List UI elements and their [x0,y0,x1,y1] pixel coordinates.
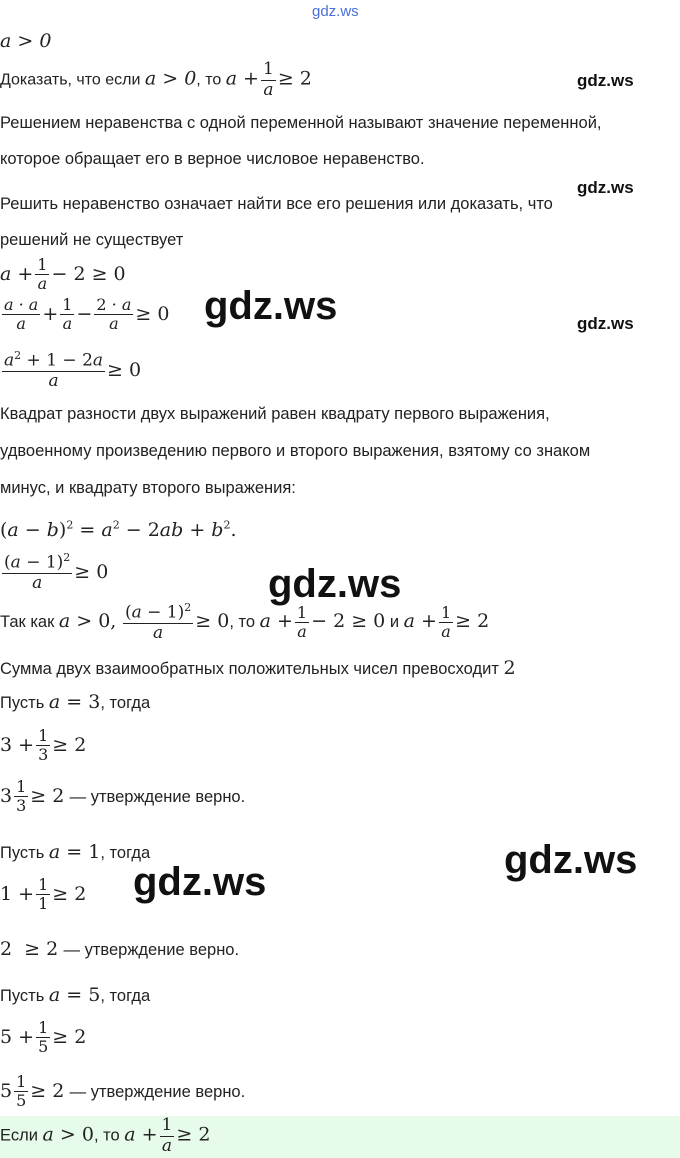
inequality-step-2: $\frac{a \cdot a}{a}$ + $\frac{1}{a}$ − $\frac{2 \cdot a}{a}$ ≥ 0 [4,295,170,334]
watermark-big-4: gdz.ws [133,860,267,904]
example-3-check: 5 + $\frac{1}{5}$ ≥ 2 [0,1018,87,1057]
rule-line-1: Квадрат разности двух выражений равен квадрату первого выражения, [0,405,550,423]
given-condition: a > 0 [0,30,52,52]
example-2-check: 1 + $\frac{1}{1}$ ≥ 2 [0,875,87,914]
sum-statement [0,657,516,679]
prove-prefix: Доказать, что если [0,71,141,89]
watermark-small-2: gdz.ws [577,178,634,197]
watermark-big-1: gdz.ws [204,284,338,328]
since-prefix: Так как [0,613,55,632]
example-1-result: 3 $\frac{1}{3}$ ≥ 2 — утверждение верно. [0,777,246,816]
rule-line-3: минус, и квадрату второго выражения: [0,479,296,497]
example-2-result: 2 ≥ 2 — утверждение верно. [0,938,240,960]
watermark-top: gdz.ws [312,3,359,20]
watermark-big-3: gdz.ws [504,838,638,882]
example-1-intro: Пусть a = 3, тогда [0,691,151,713]
watermark-big-2: gdz.ws [268,562,402,606]
since-statement: Так как a > 0, $\frac{(a - 1)^2}{a}$ ≥ 0, то a + $\frac{1}{a}$ − 2 ≥ 0 и a + $\frac{1}{a}$ ≥ 2 [0,601,490,644]
conclusion-statement: Если a > 0, то a + $\frac{1}{a}$ ≥ 2 [0,1115,211,1156]
since-to: , то [229,613,256,632]
example-3-intro: Пусть a = 5, тогда [0,984,151,1006]
conclusion-prefix: Если [0,1126,38,1145]
definition-2-line-1: Решить неравенство означает найти все его решения или доказать, что [0,195,553,213]
definition-1-line-2: которое обращает его в верное числовое неравенство. [0,150,425,168]
sum-value: 2 [503,657,516,679]
conclusion-then: , то [93,1126,120,1145]
square-formula: $(a - b)^2 = a^2 - 2ab + b^2$. [0,519,237,542]
inequality-step-1: a + $\frac{1}{a}$ − 2 ≥ 0 [0,255,126,294]
since-and: и [389,613,400,632]
watermark-small-1: gdz.ws [577,71,634,90]
inequality-step-4: $\frac{(a - 1)^2}{a}$ ≥ 0 [4,551,109,594]
rule-line-2: удвоенному произведению первого и второго выражения, взятому со знаком [0,442,591,460]
prove-condition: a > 0 [144,67,197,90]
prove-then: , то [196,71,222,89]
definition-1-line-1: Решением неравенства с одной переменной называют значение переменной, [0,114,602,132]
example-1-check: 3 + $\frac{1}{3}$ ≥ 2 [0,726,87,765]
sum-text: Сумма двух взаимообратных положительных чисел превосходит [0,660,499,678]
example-3-result: 5 $\frac{1}{5}$ ≥ 2 — утверждение верно. [0,1072,246,1111]
inequality-step-3: $\frac{a^2 + 1 - 2a}{a}$ ≥ 0 [4,349,142,392]
example-2-intro: Пусть a = 1, тогда [0,841,151,863]
prove-statement: Доказать, что если a > 0, то a + $\frac{1}{a}$ ≥ 2 [0,59,312,100]
definition-2-line-2: решений не существует [0,231,184,249]
watermark-small-3: gdz.ws [577,314,634,333]
